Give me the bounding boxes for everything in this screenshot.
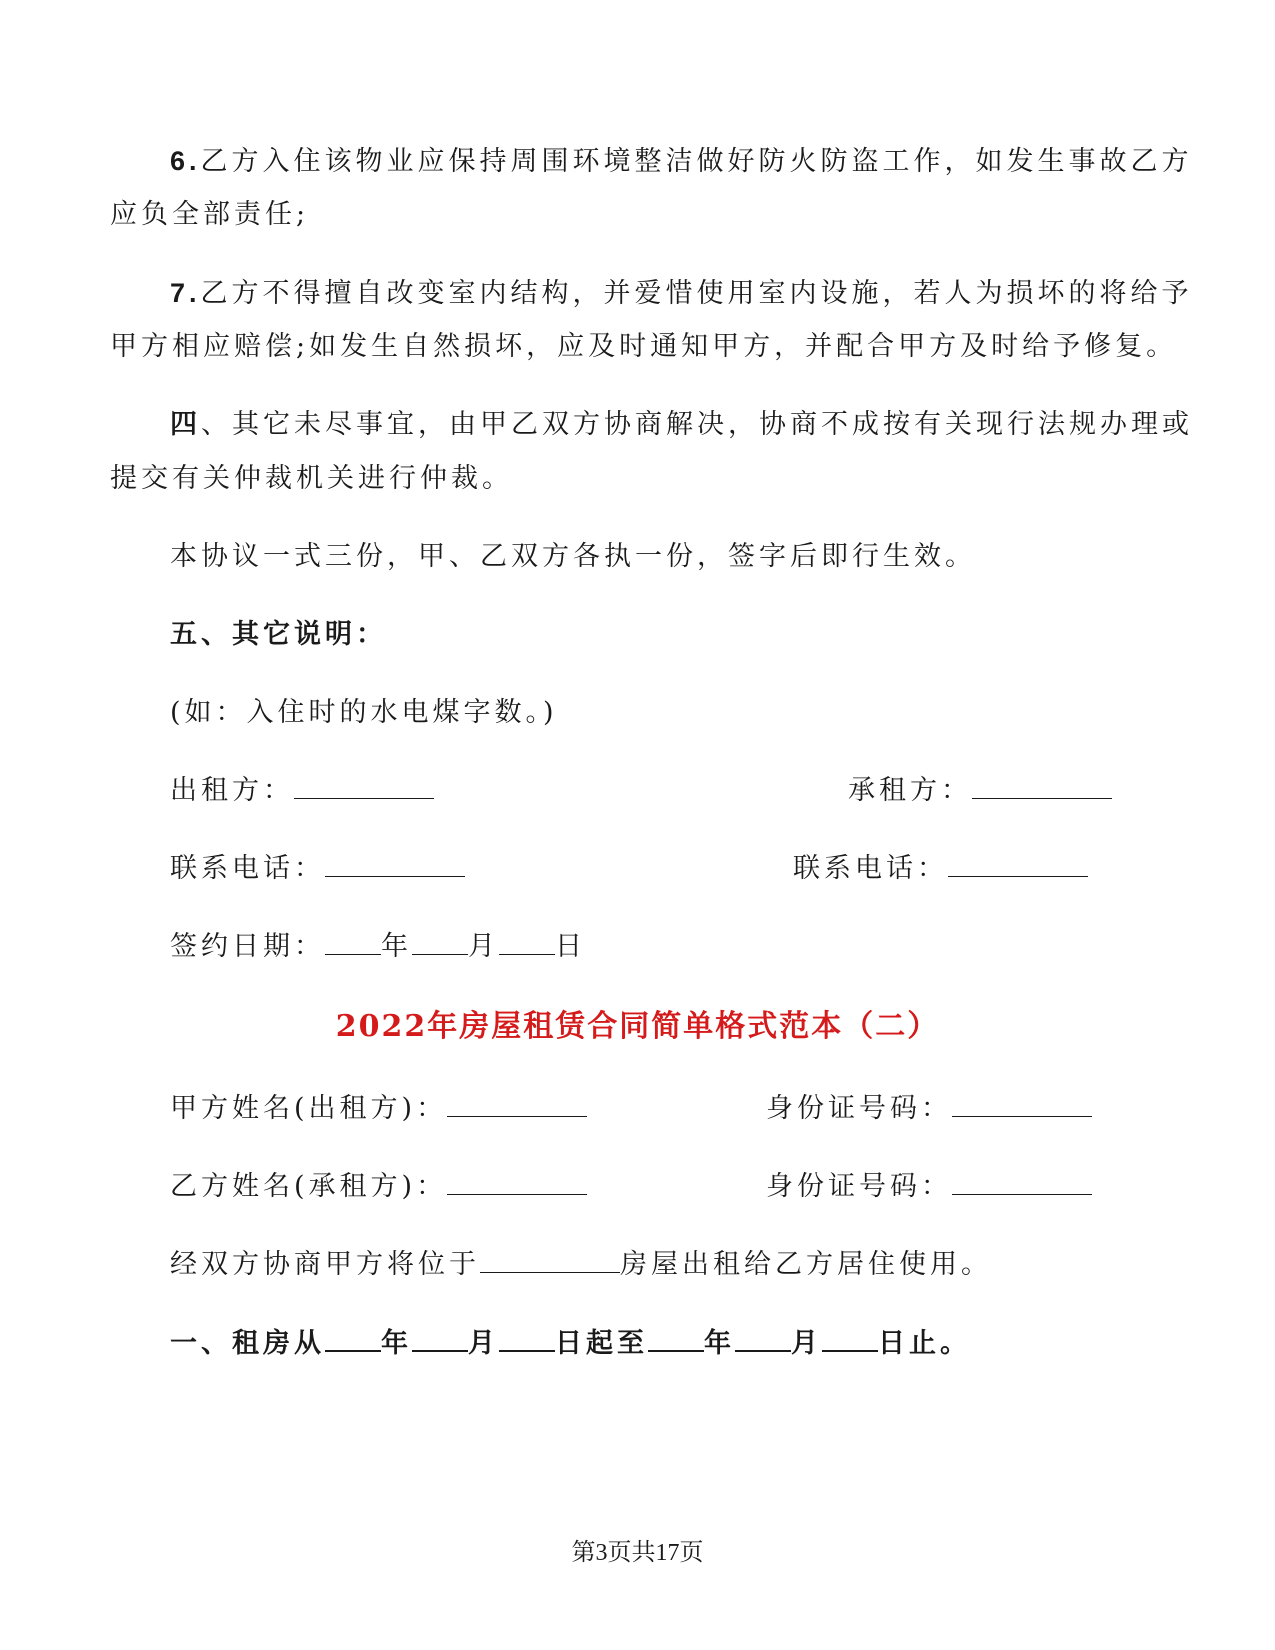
party-a-id-label: 身份证号码： bbox=[766, 1093, 952, 1124]
party-b-label: 乙方姓名(承租方)： bbox=[170, 1171, 448, 1202]
term-start-day-blank[interactable] bbox=[499, 1326, 555, 1352]
clause-6-line-2: 应负全部责任; bbox=[110, 199, 310, 230]
clause-6-number: 6. bbox=[170, 146, 201, 176]
party-a-id bbox=[766, 1092, 1092, 1126]
sign-year-label: 年 bbox=[381, 931, 412, 962]
party-b-id bbox=[766, 1170, 1092, 1204]
page-footer: 第3页共17页 bbox=[571, 1540, 704, 1566]
lessee-phone-label: 联系电话： bbox=[793, 853, 948, 884]
party-a-label: 甲方姓名(出租方)： bbox=[170, 1093, 448, 1124]
rental-term bbox=[170, 1326, 971, 1361]
clause-7-line-2: 甲方相应赔偿;如发生自然损坏，应及时通知甲方，并配合甲方及时给予修复。 bbox=[110, 331, 1178, 362]
lessor-phone-label: 联系电话： bbox=[170, 853, 325, 884]
term-end-month-label: 月 bbox=[791, 1328, 822, 1359]
sign-month-label: 月 bbox=[468, 931, 499, 962]
party-a-blank[interactable] bbox=[447, 1092, 587, 1117]
term-end-month-blank[interactable] bbox=[735, 1326, 791, 1352]
party-b-id-blank[interactable] bbox=[952, 1170, 1092, 1195]
lessee-phone-blank[interactable] bbox=[948, 852, 1088, 877]
sign-year-blank[interactable] bbox=[325, 930, 381, 955]
property-location bbox=[170, 1248, 992, 1282]
sign-date-label: 签约日期： bbox=[170, 931, 325, 962]
term-start-month-label: 月 bbox=[468, 1328, 499, 1359]
section-4-line-1 bbox=[170, 408, 1193, 442]
sign-date bbox=[170, 930, 586, 964]
clause-7-text: 乙方不得擅自改变室内结构，并爱惜使用室内设施，若人为损坏的将给予 bbox=[200, 278, 1193, 309]
term-start-day-label: 日起至 bbox=[555, 1328, 648, 1359]
section-5-example: (如：入住时的水电煤字数。) bbox=[170, 697, 558, 728]
term-prefix: 一、租房从 bbox=[170, 1328, 325, 1359]
location-blank[interactable] bbox=[480, 1248, 620, 1273]
sign-day-blank[interactable] bbox=[499, 930, 555, 955]
clause-6-line-1 bbox=[170, 144, 1193, 179]
clause-7-line-1 bbox=[170, 276, 1193, 311]
location-suffix: 房屋出租给乙方居住使用。 bbox=[620, 1249, 992, 1280]
copies-note: 本协议一式三份，甲、乙双方各执一份，签字后即行生效。 bbox=[170, 541, 976, 572]
term-start-year-blank[interactable] bbox=[325, 1326, 381, 1352]
lessee-label: 承租方： bbox=[848, 775, 972, 806]
section-4-text: 、其它未尽事宜，由甲乙双方协商解决，协商不成按有关现行法规办理或 bbox=[201, 409, 1193, 440]
term-end-day-label: 日止。 bbox=[878, 1328, 971, 1359]
contract-2-title: 2022年房屋租赁合同简单格式范本（二） bbox=[335, 1009, 940, 1044]
location-prefix: 经双方协商甲方将位于 bbox=[170, 1249, 480, 1280]
lessee-blank[interactable] bbox=[972, 774, 1112, 799]
lessee-signature bbox=[848, 774, 1112, 808]
term-end-day-blank[interactable] bbox=[822, 1326, 878, 1352]
party-a-id-blank[interactable] bbox=[952, 1092, 1092, 1117]
clause-6-text: 乙方入住该物业应保持周围环境整洁做好防火防盗工作，如发生事故乙方 bbox=[200, 146, 1193, 177]
section-4-heading: 四 bbox=[170, 409, 201, 440]
sign-day-label: 日 bbox=[555, 931, 586, 962]
sign-month-blank[interactable] bbox=[412, 930, 468, 955]
lessee-phone bbox=[793, 852, 1088, 886]
clause-7-number: 7. bbox=[170, 278, 201, 308]
lessor-signature bbox=[170, 774, 434, 808]
lessor-phone-blank[interactable] bbox=[325, 852, 465, 877]
lessor-phone bbox=[170, 852, 465, 886]
term-start-year-label: 年 bbox=[381, 1328, 412, 1359]
party-b-blank[interactable] bbox=[447, 1170, 587, 1195]
section-4-line-2: 提交有关仲裁机关进行仲裁。 bbox=[110, 463, 513, 494]
party-b-name bbox=[170, 1170, 587, 1204]
term-end-year-label: 年 bbox=[704, 1328, 735, 1359]
party-a-name bbox=[170, 1092, 587, 1126]
party-b-id-label: 身份证号码： bbox=[766, 1171, 952, 1202]
lessor-blank[interactable] bbox=[294, 774, 434, 799]
lessor-label: 出租方： bbox=[170, 775, 294, 806]
term-end-year-blank[interactable] bbox=[648, 1326, 704, 1352]
section-5-heading: 五、其它说明： bbox=[170, 619, 387, 650]
term-start-month-blank[interactable] bbox=[412, 1326, 468, 1352]
